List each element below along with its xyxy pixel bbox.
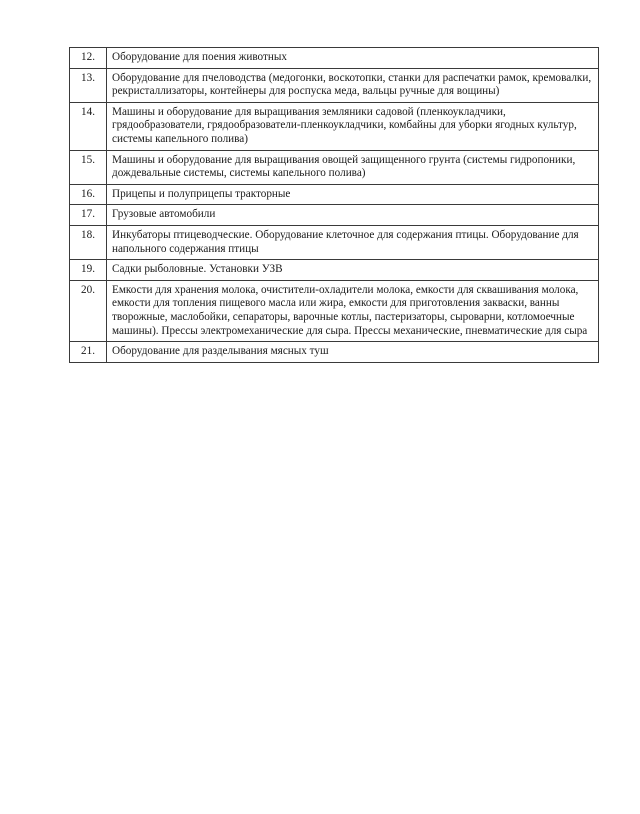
row-number: 18. [70, 225, 107, 259]
row-description: Емкости для хранения молока, очистители-охладители молока, емкости для сквашивания молока, емкости для топления пищевого масла или жира, емкости для приготовления закваски, ванны творожные, маслобойки, сепараторы, варочные котлы, пастеризаторы, сыроварни, котломоечные машины). Прессы электромеханические для сыра. Прессы механические, пневматические для сыра [107, 280, 599, 341]
row-description: Оборудование для пчеловодства (медогонки, воскотопки, станки для распечатки рамок, кремовалки, рекристаллизаторы, контейнеры для роспуска меда, вальцы ручные для вощины) [107, 68, 599, 102]
row-description: Оборудование для разделывания мясных туш [107, 342, 599, 363]
row-number: 17. [70, 205, 107, 226]
table-row [70, 225, 599, 259]
table-row [70, 280, 599, 341]
table-row [70, 260, 599, 281]
row-description: Садки рыболовные. Установки УЗВ [107, 260, 599, 281]
row-number: 14. [70, 102, 107, 150]
row-description: Оборудование для поения животных [107, 48, 599, 69]
table-row [70, 48, 599, 69]
row-description: Машины и оборудование для выращивания овощей защищенного грунта (системы гидропоники, дождевальные системы, системы капельного полива) [107, 150, 599, 184]
row-number: 16. [70, 184, 107, 205]
row-description: Прицепы и полуприцепы тракторные [107, 184, 599, 205]
row-number: 19. [70, 260, 107, 281]
row-description: Грузовые автомобили [107, 205, 599, 226]
table-row [70, 184, 599, 205]
row-description: Инкубаторы птицеводческие. Оборудование клеточное для содержания птицы. Оборудование для напольного содержания птицы [107, 225, 599, 259]
table-row [70, 342, 599, 363]
equipment-table [69, 47, 599, 363]
row-number: 15. [70, 150, 107, 184]
row-number: 12. [70, 48, 107, 69]
row-number: 20. [70, 280, 107, 341]
table-row [70, 150, 599, 184]
equipment-table-body [70, 48, 599, 363]
table-row [70, 68, 599, 102]
row-number: 21. [70, 342, 107, 363]
table-row [70, 102, 599, 150]
row-number: 13. [70, 68, 107, 102]
row-description: Машины и оборудование для выращивания земляники садовой (пленкоукладчики, грядообразователи, грядообразователи-пленкоукладчики, комбайны для уборки ягодных культур, системы капельного полива) [107, 102, 599, 150]
table-row [70, 205, 599, 226]
